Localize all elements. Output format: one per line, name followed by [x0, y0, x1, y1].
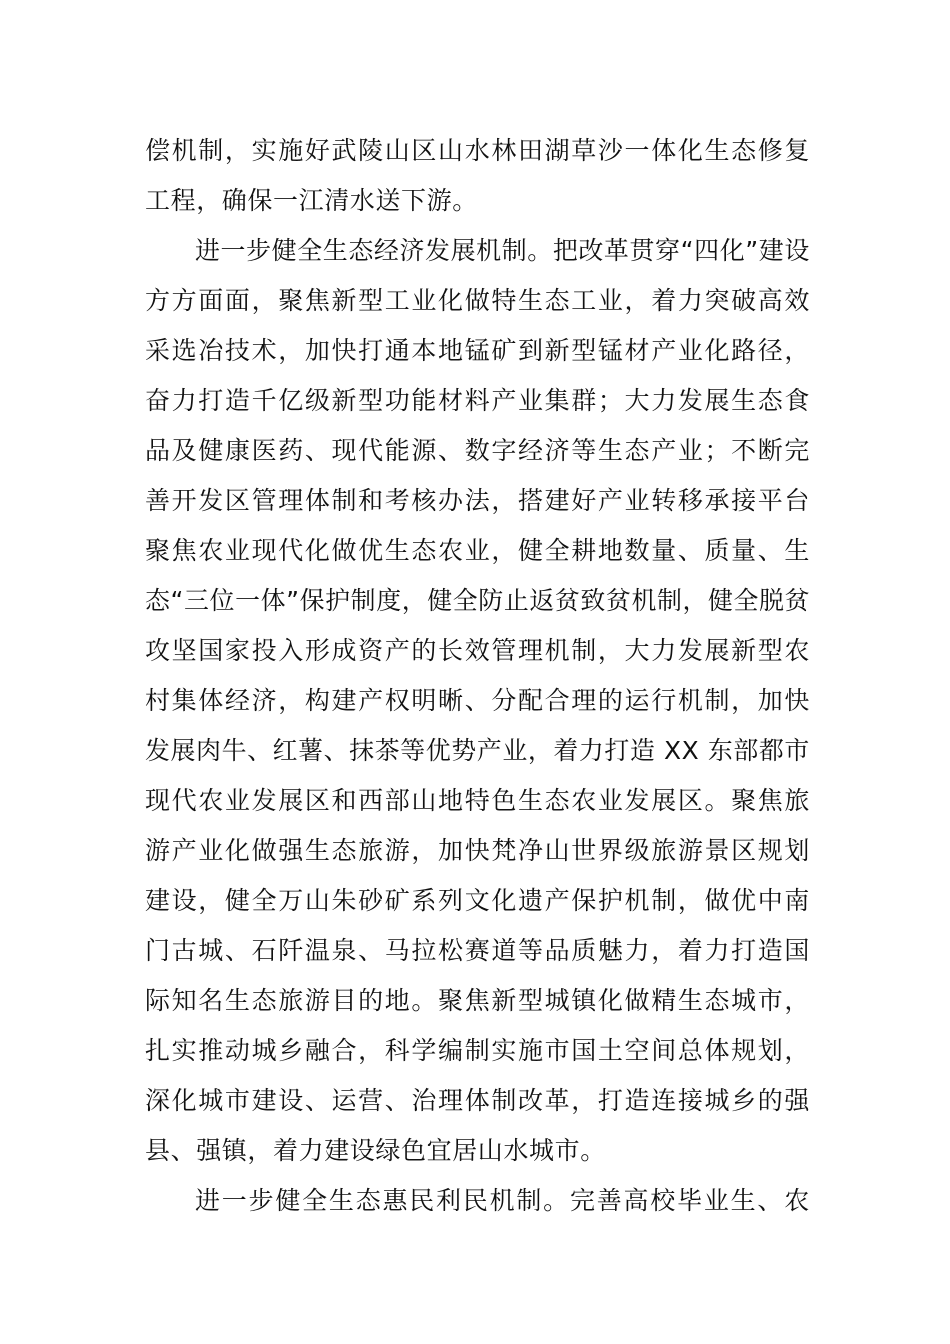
text-line	[145, 976, 810, 1026]
text-line-content: 现代农业发展区和西部山地特色生态农业发展区。聚焦旅	[145, 786, 812, 815]
text-line	[145, 626, 810, 676]
text-line-content: 发展肉牛、红薯、抹茶等优势产业，着力打造 XX 东部都市	[145, 736, 810, 765]
text-line	[145, 326, 810, 376]
paragraph-end-line	[145, 1126, 810, 1176]
text-line	[145, 926, 810, 976]
text-line-content: 善开发区管理体制和考核办法，搭建好产业转移承接平台	[145, 486, 812, 515]
text-line-content: 进一步健全生态经济发展机制。把改革贯穿“四化”建设	[195, 236, 810, 265]
text-line-content: 游产业化做强生态旅游，加快梵净山世界级旅游景区规划	[145, 836, 812, 865]
document-body-text	[145, 126, 810, 1226]
text-line-content: 奋力打造千亿级新型功能材料产业集群；大力发展生态食	[145, 386, 812, 415]
text-line	[145, 426, 810, 476]
text-line-content: 工程，确保一江清水送下游。	[145, 186, 478, 215]
text-line-content: 深化城市建设、运营、治理体制改革，打造连接城乡的强	[145, 1086, 812, 1115]
text-line-content: 方方面面，聚焦新型工业化做特生态工业，着力突破高效	[145, 286, 812, 315]
text-line	[145, 676, 810, 726]
paragraph-end-line	[145, 176, 810, 226]
text-line	[145, 776, 810, 826]
text-line-content: 品及健康医药、现代能源、数字经济等生态产业；不断完	[145, 436, 812, 465]
text-line-content: 攻坚国家投入形成资产的长效管理机制，大力发展新型农	[145, 636, 812, 665]
text-line	[145, 826, 810, 876]
text-line	[145, 126, 810, 176]
text-line	[145, 476, 810, 526]
text-line	[145, 726, 810, 776]
text-line-content: 聚焦农业现代化做优生态农业，健全耕地数量、质量、生	[145, 536, 812, 565]
text-line	[145, 1026, 810, 1076]
text-line-content: 际知名生态旅游目的地。聚焦新型城镇化做精生态城市，	[145, 986, 812, 1015]
text-line-content: 态“三位一体”保护制度，健全防止返贫致贫机制，健全脱贫	[145, 586, 811, 615]
text-line	[145, 376, 810, 426]
text-line-content: 采选冶技术，加快打通本地锰矿到新型锰材产业化路径，	[145, 336, 812, 365]
text-line	[145, 526, 810, 576]
text-line-content: 偿机制，实施好武陵山区山水林田湖草沙一体化生态修复	[145, 136, 812, 165]
paragraph-start-line	[145, 226, 810, 276]
text-line-content: 村集体经济，构建产权明晰、分配合理的运行机制，加快	[145, 686, 812, 715]
text-line	[145, 276, 810, 326]
text-line	[145, 876, 810, 926]
text-line-content: 建设，健全万山朱砂矿系列文化遗产保护机制，做优中南	[145, 886, 812, 915]
text-line	[145, 576, 810, 626]
text-line-content: 扎实推动城乡融合，科学编制实施市国土空间总体规划，	[145, 1036, 812, 1065]
text-line-content: 进一步健全生态惠民利民机制。完善高校毕业生、农	[195, 1186, 811, 1215]
paragraph-start-line	[145, 1176, 810, 1226]
text-line-content: 县、强镇，着力建设绿色宜居山水城市。	[145, 1136, 606, 1165]
text-line-content: 门古城、石阡温泉、马拉松赛道等品质魅力，着力打造国	[145, 936, 812, 965]
text-line	[145, 1076, 810, 1126]
